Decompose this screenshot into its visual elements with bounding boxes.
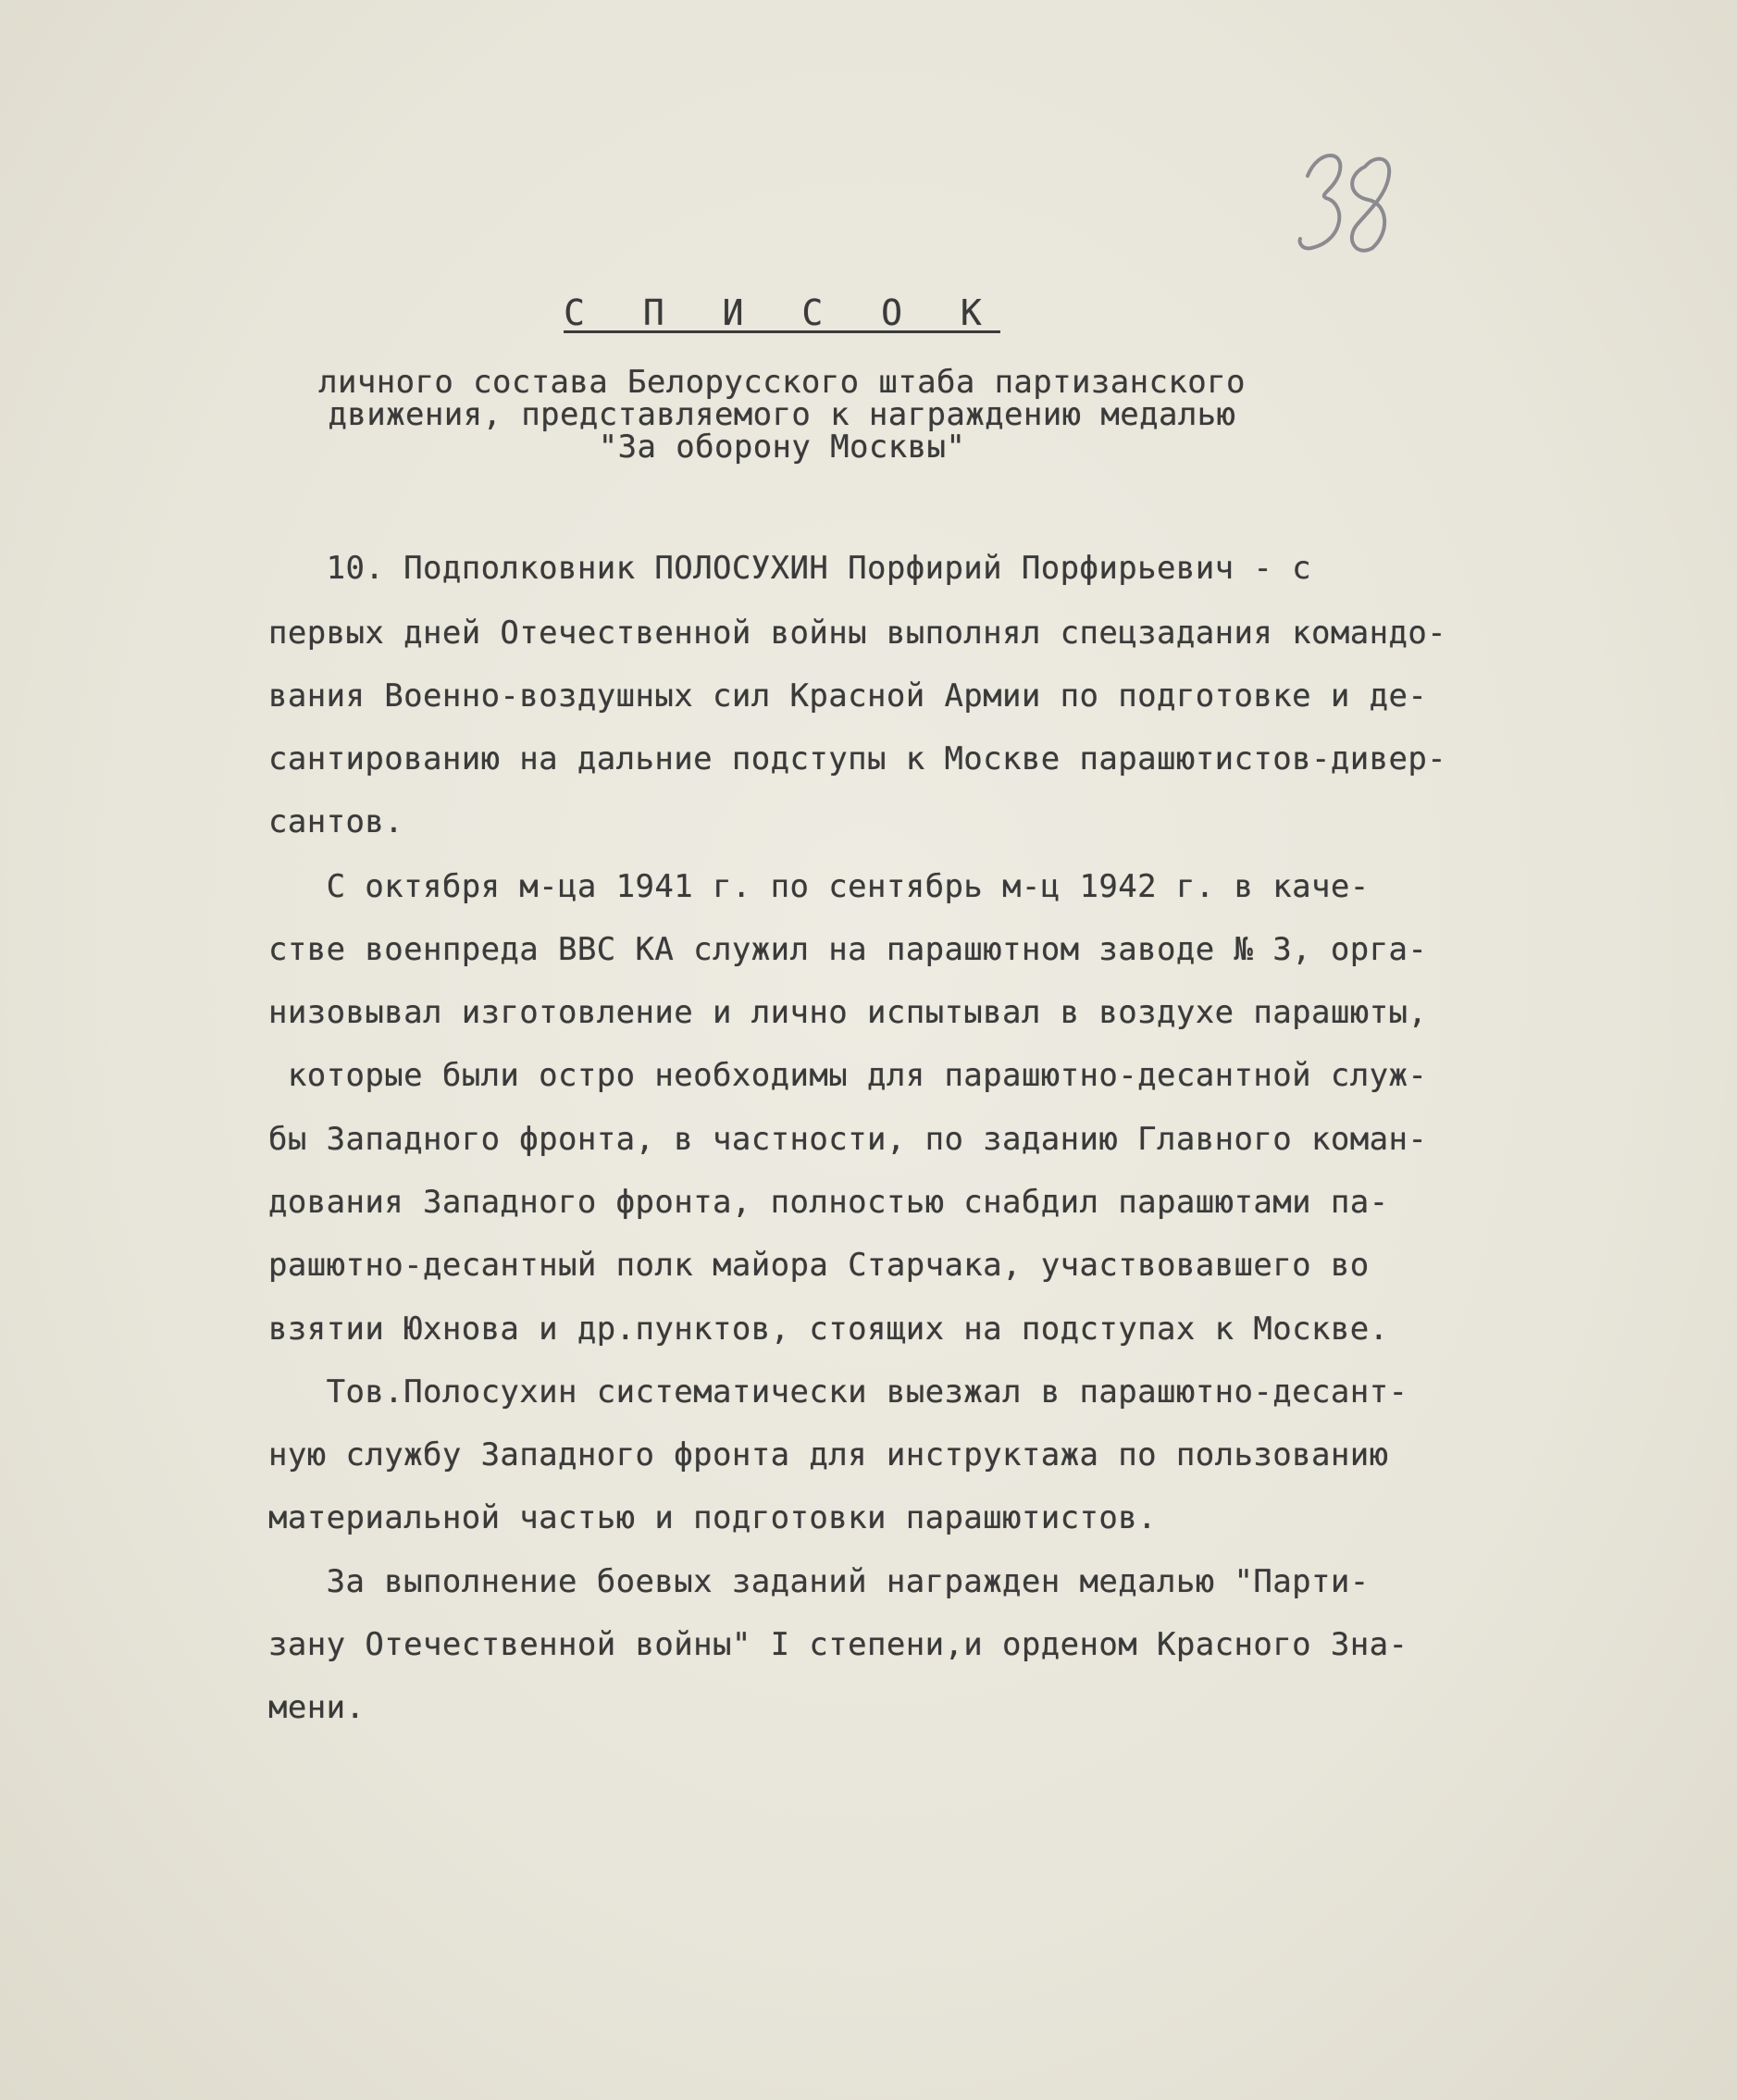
body-line: бы Западного фронта, в частности, по заданию Главного коман- [268, 1121, 1428, 1158]
subtitle-line-1: личного состава Белорусского штаба партизанского [318, 364, 1246, 401]
body-line: Тов.Полосухин систематически выезжал в парашютно-десант- [268, 1373, 1408, 1410]
body-line: мени. [268, 1689, 366, 1726]
body-line: материальной частью и подготовки парашютистов. [268, 1499, 1158, 1536]
subtitle-line-3: "За оборону Москвы" [598, 429, 966, 466]
body-line: рашютно-десантный полк майора Старчака, участвовавшего во [268, 1247, 1370, 1284]
body-line: которые были остро необходимы для парашютно-десантной служ- [268, 1057, 1428, 1094]
body-line: ную службу Западного фронта для инструктажа по пользованию [268, 1436, 1389, 1473]
body-line: сантированию на дальние подступы к Москве парашютистов-дивер- [268, 740, 1447, 777]
body-line: взятии Юхнова и др.пунктов, стоящих на подступах к Москве. [268, 1311, 1389, 1348]
body-line: зану Отечественной войны" I степени,и орденом Красного Зна- [268, 1626, 1408, 1663]
body-line: первых дней Отечественной войны выполнял спецзадания командо- [268, 615, 1447, 652]
body-line: вания Военно-воздушных сил Красной Армии по подготовке и де- [268, 677, 1428, 714]
document-title: С П И С О К [564, 292, 1000, 333]
body-line: стве военпреда ВВС КА служил на парашютном заводе № 3, орга- [268, 931, 1428, 968]
body-line: 10. Подполковник ПОЛОСУХИН Порфирий Порфирьевич - с [268, 550, 1311, 587]
body-line: С октября м-ца 1941 г. по сентябрь м-ц 1942 г. в каче- [268, 868, 1370, 905]
body-line: За выполнение боевых заданий награжден медалью "Парти- [268, 1563, 1370, 1600]
body-line: низовывал изготовление и лично испытывал в воздухе парашюты, [268, 994, 1428, 1031]
subtitle-line-2: движения, представляемого к награждению медалью [328, 396, 1236, 433]
body-line: дования Западного фронта, полностью снабдил парашютами па- [268, 1184, 1389, 1221]
body-line: сантов. [268, 803, 404, 840]
handwritten-folio-number [1291, 139, 1402, 259]
